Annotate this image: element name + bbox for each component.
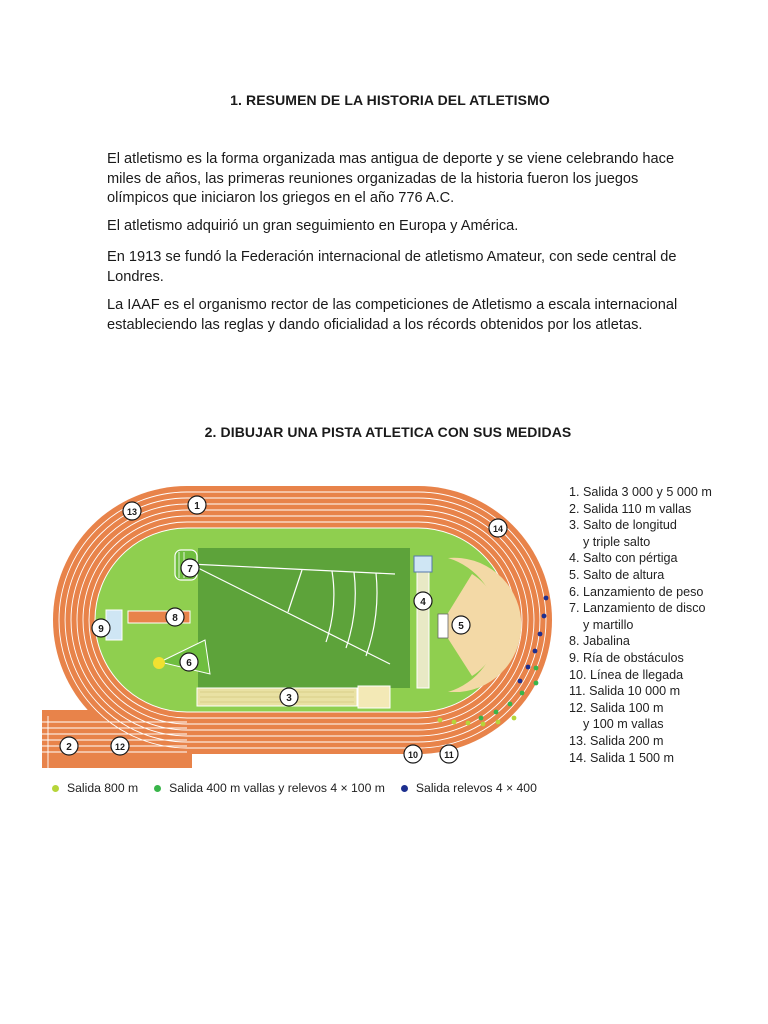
marker-11-label: 11 <box>444 750 454 760</box>
legend-item: 2. Salida 110 m vallas <box>569 501 692 516</box>
dot-legend-item <box>401 781 537 795</box>
track-legend <box>569 484 759 766</box>
high-jump-mat <box>438 614 448 638</box>
marker-2 <box>60 737 78 755</box>
marker-11 <box>440 745 458 763</box>
marker-13-label: 13 <box>126 507 138 517</box>
marker-7-label: 7 <box>187 564 193 575</box>
legend-item: 7. Lanzamiento de disco <box>569 601 706 616</box>
section2-title: 2. DIBUJAR UNA PISTA ATLETICA CON SUS MEDIDAS <box>204 424 572 440</box>
legend-item: y martillo <box>583 617 634 632</box>
legend-item: 1. Salida 3 000 y 5 000 m <box>569 485 712 499</box>
paragraph-3: En 1913 se fundó la Federación internacional de atletismo Amateur, con sede central de Londres. <box>107 249 677 285</box>
legend-item: 11. Salida 10 000 m <box>569 684 681 699</box>
marker-2-label: 2 <box>66 742 72 753</box>
dot-icon <box>52 785 59 792</box>
dot-legend-label: Salida 800 m <box>67 781 139 795</box>
long-jump-pit <box>358 686 390 708</box>
marker-13 <box>123 502 141 520</box>
pole-vault-runway <box>417 568 429 688</box>
shot-put-circle <box>153 657 165 669</box>
legend-item: 6. Lanzamiento de peso <box>569 584 704 599</box>
legend-item: 12. Salida 100 m <box>569 700 664 715</box>
marker-3-label: 3 <box>286 693 292 704</box>
legend-item: 5. Salto de altura <box>569 567 665 582</box>
marker-8 <box>166 608 184 626</box>
marker-10-label: 10 <box>407 750 419 760</box>
legend-item: 14. Salida 1 500 m <box>569 750 675 765</box>
start-dots-legend <box>52 781 553 795</box>
dot-legend-label: Salida 400 m vallas y relevos 4 × 100 m <box>169 781 385 795</box>
marker-12 <box>111 737 129 755</box>
marker-5 <box>452 616 470 634</box>
marker-5-label: 5 <box>458 621 464 632</box>
marker-7 <box>181 559 199 577</box>
marker-6 <box>180 653 198 671</box>
dot-icon <box>154 785 161 792</box>
marker-10 <box>404 745 422 763</box>
marker-14-label: 14 <box>492 524 504 534</box>
legend-item: 10. Línea de llegada <box>569 667 684 682</box>
legend-item: y 100 m vallas <box>583 717 664 732</box>
legend-item: 9. Ría de obstáculos <box>569 650 684 665</box>
legend-item: 3. Salto de longitud <box>569 518 677 533</box>
marker-1-label: 1 <box>194 501 200 512</box>
marker-1 <box>188 496 206 514</box>
paragraph-4: La IAAF es el organismo rector de las competiciones de Atletismo a escala internacional estableciendo las reglas y dando oficialidad a los récords obtenidos por los atletas. <box>107 297 678 333</box>
paragraph-2: El atletismo adquirió un gran seguimiento en Europa y América. <box>107 218 519 234</box>
section1-title: 1. RESUMEN DE LA HISTORIA DEL ATLETISMO <box>230 92 550 108</box>
marker-8-label: 8 <box>172 613 178 624</box>
dot-legend-item <box>52 781 138 795</box>
marker-6-label: 6 <box>186 658 192 669</box>
pole-vault-pit <box>414 556 432 572</box>
marker-14 <box>489 519 507 537</box>
legend-item: 8. Jabalina <box>569 634 630 649</box>
dot-legend-item <box>154 781 385 795</box>
marker-3 <box>280 688 298 706</box>
legend-item: y triple salto <box>583 534 651 549</box>
marker-4-label: 4 <box>420 597 426 608</box>
marker-12-label: 12 <box>114 742 126 752</box>
marker-9-label: 9 <box>98 624 104 635</box>
track-diagram <box>40 478 560 770</box>
dot-icon <box>401 785 408 792</box>
paragraph-1: El atletismo es la forma organizada mas antigua de deporte y se viene celebrando hace miles de años, las primeras reuniones organizadas de la historia fueron los juegos olímpicos que iniciaron los griegos en el año 776 A.C. <box>107 151 675 206</box>
legend-item: 13. Salida 200 m <box>569 733 664 748</box>
legend-item: 4. Salto con pértiga <box>569 551 678 566</box>
dot-legend-label: Salida relevos 4 × 400 <box>415 781 537 795</box>
marker-9 <box>92 619 110 637</box>
marker-4 <box>414 592 432 610</box>
